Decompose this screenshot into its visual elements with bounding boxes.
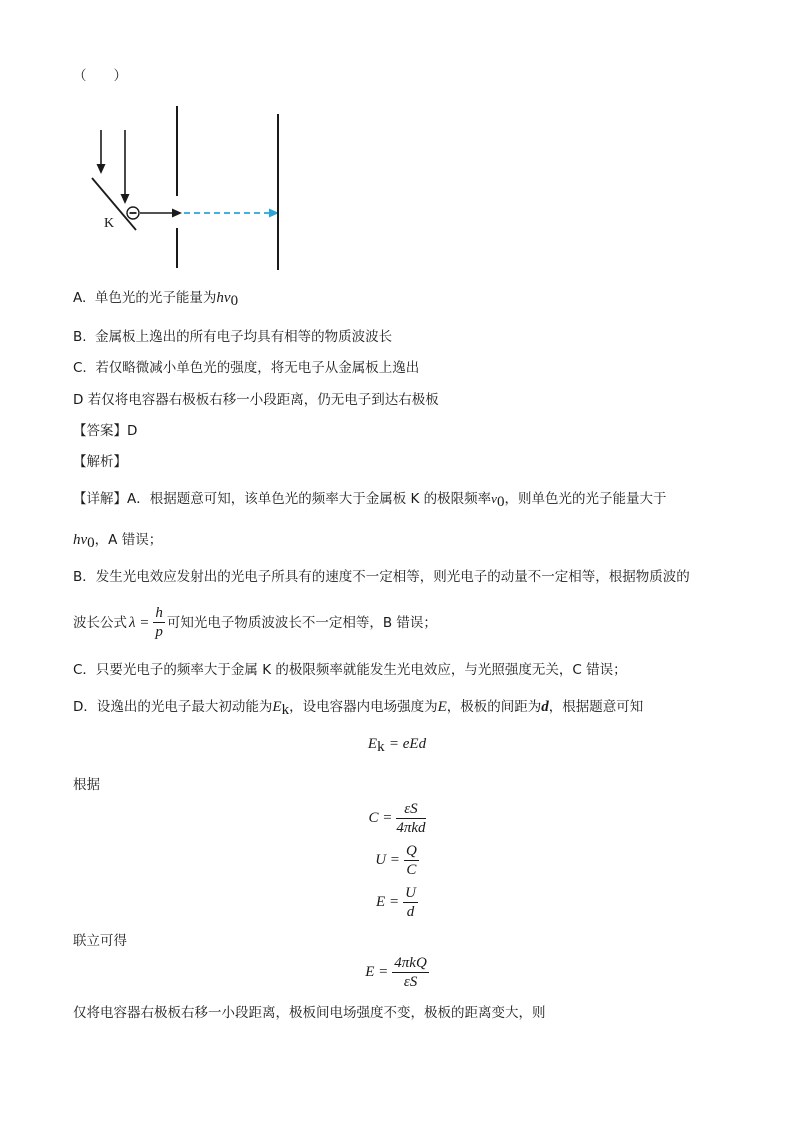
plate-label-k: K — [104, 216, 115, 231]
gen-ju-label: 根据 — [73, 777, 100, 793]
electron-icon — [127, 207, 139, 219]
incident-light-arrow-2 — [121, 130, 130, 204]
equation-ek: $E_k$ = eEd — [367, 736, 427, 755]
answer-line: 【答案】D — [73, 423, 138, 439]
lian-li-label: 联立可得 — [73, 933, 127, 949]
option-c: C. 若仅略微减小单色光的强度，将无电子从金属板上逸出 — [73, 360, 420, 376]
lambda-formula: λ = — [129, 614, 150, 631]
detail-b-line2: 波长公式 λ = $\frac{h}{p}$ 可知光电子物质波波长不一定相等，B 错误； — [73, 605, 437, 640]
option-b: B. 金属板上逸出的所有电子均具有相等的物质波波长 — [73, 329, 393, 345]
detail-a-line1: 【详解】A．根据题意可知，该单色光的频率大于金属板 K 的极限频率$\nu_0$，则单色光的光子能量大于 — [73, 491, 667, 510]
dashed-electron-arrow — [184, 209, 279, 218]
electron-path-arrow — [140, 209, 182, 218]
detail-b-line1: B．发生光电效应发射出的光电子所具有的速度不一定相等，则光电子的动量不一定相等，根据物质波的 — [73, 569, 690, 585]
incident-light-arrow-1 — [97, 130, 106, 174]
option-d: D 若仅将电容器右极板右移一小段距离，仍无电子到达右极板 — [73, 392, 439, 408]
equation-voltage: U = $\frac{Q}{C}$ — [375, 843, 417, 878]
equation-capacitance: C = $\frac{\varepsilon S}{\text{4πkd}}$ — [368, 801, 426, 836]
answer-blank: （ ） — [73, 68, 127, 84]
equation-combined: E = $\frac{\text{4πkQ}}{\varepsilon S}$ — [365, 955, 427, 990]
final-line: 仅将电容器右极板右移一小段距离，极板间电场强度不变，极板的距离变大，则 — [73, 1005, 546, 1021]
photoelectric-figure — [70, 100, 310, 275]
equation-field: E = $\frac{U}{d}$ — [376, 885, 416, 920]
detail-c-line: C．只要光电子的频率大于金属 K 的极限频率就能发生光电效应，与光照强度无关，C 错误； — [73, 662, 627, 678]
detail-a-line2: $h\nu_0$，A 错误； — [73, 532, 163, 551]
option-a: A. 单色光的光子能量为$h\nu_0$ — [73, 290, 239, 309]
detail-d-line1: D．设逸出的光电子最大初动能为$E_k$，设电容器内电场强度为E，极板的间距为d，根据题意可知 — [73, 699, 644, 718]
analysis-tag: 【解析】 — [73, 454, 127, 470]
